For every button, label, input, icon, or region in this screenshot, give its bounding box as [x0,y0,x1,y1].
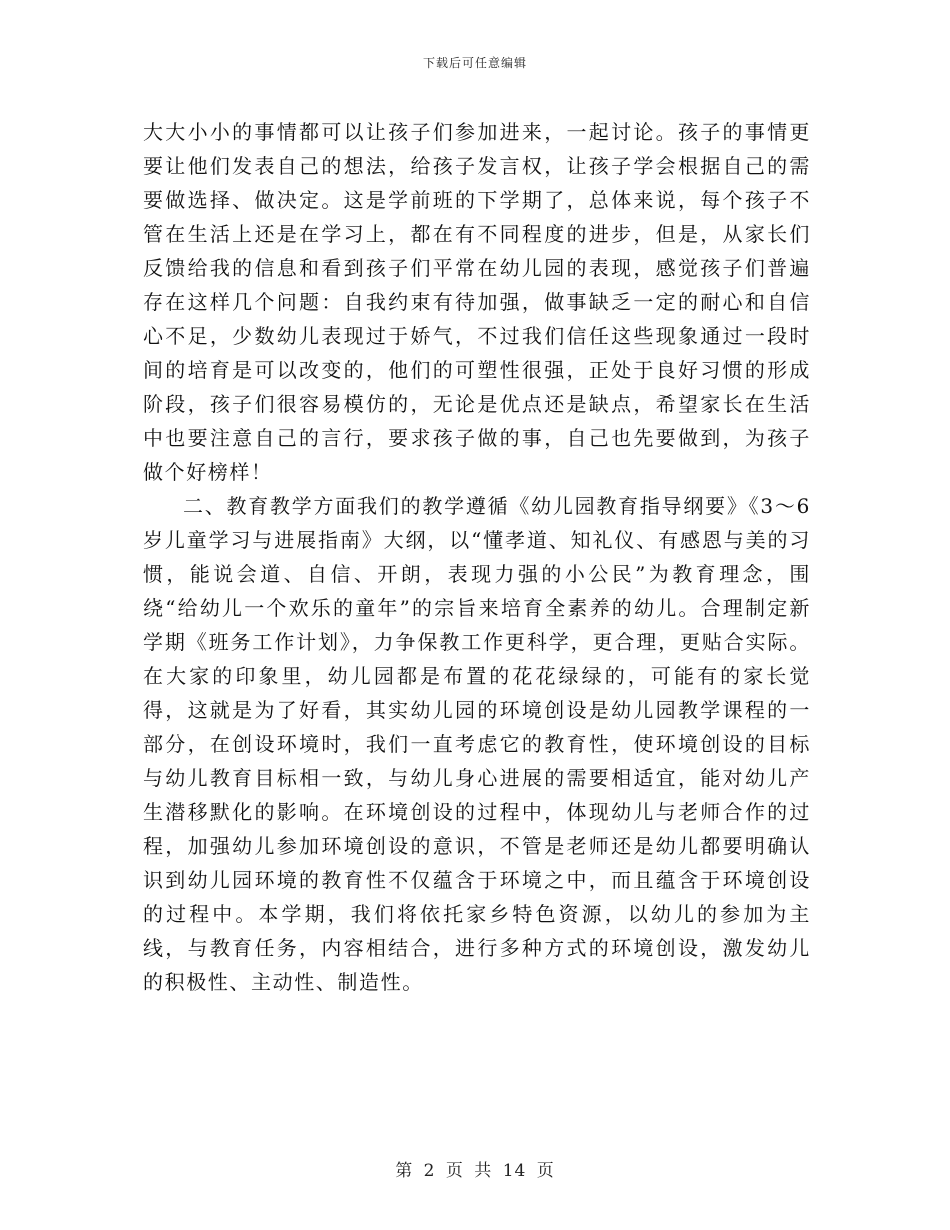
paragraph-continuation: 大大小小的事情都可以让孩子们参加进来，一起讨论。孩子的事情更要让他们发表自己的想法，给孩子发言权，让孩子学会根据自己的需要做选择、做决定。这是学前班的下学期了，总体来说，每个孩子不管在生活上还是在学习上，都在有不同程度的进步，但是，从家长们反馈给我的信息和看到孩子们平常在幼儿园的表现，感觉孩子们普遍存在这样几个问题：自我约束有待加强，做事缺乏一定的耐心和自信心不足，少数幼儿表现过于娇气，不过我们信任这些现象通过一段时间的培育是可以改变的，他们的可塑性很强，正处于良好习惯的形成阶段，孩子们很容易模仿的，无论是优点还是缺点，希望家长在生活中也要注意自己的言行，要求孩子做的事，自己也先要做到，为孩子做个好榜样！ [143,120,811,484]
page-number-footer: 第 2 页 共 14 页 [395,1161,555,1181]
paragraph-education-teaching: 二、教育教学方面我们的教学遵循《幼儿园教育指导纲要》《3～6岁儿童学习与进展指南》大纲，以“懂孝道、知礼仪、有感恩与美的习惯，能说会道、自信、开朗，表现力强的小公民”为教育理念，围绕“给幼儿一个欢乐的童年”的宗旨来培育全素养的幼儿。合理制定新学期《班务工作计划》，力争保教工作更科学，更合理，更贴合实际。在大家的印象里，幼儿园都是布置的花花绿绿的，可能有的家长觉得，这就是为了好看，其实幼儿园的环境创设是幼儿园教学课程的一部分，在创设环境时，我们一直考虑它的教育性，使环境创设的目标与幼儿教育目标相一致，与幼儿身心进展的需要相适宜，能对幼儿产生潜移默化的影响。在环境创设的过程中，体现幼儿与老师合作的过程，加强幼儿参加环境创设的意识，不管是老师还是幼儿都要明确认识到幼儿园环境的教育性不仅蕴含于环境之中，而且蕴含于环境创设的过程中。本学期，我们将依托家乡特色资源，以幼儿的参加为主线，与教育任务，内容相结合，进行多种方式的环境创设，激发幼儿的积极性、主动性、制造性。 [143,494,811,994]
page-header: 下载后可任意编辑 [422,56,527,70]
document-body [143,115,811,999]
